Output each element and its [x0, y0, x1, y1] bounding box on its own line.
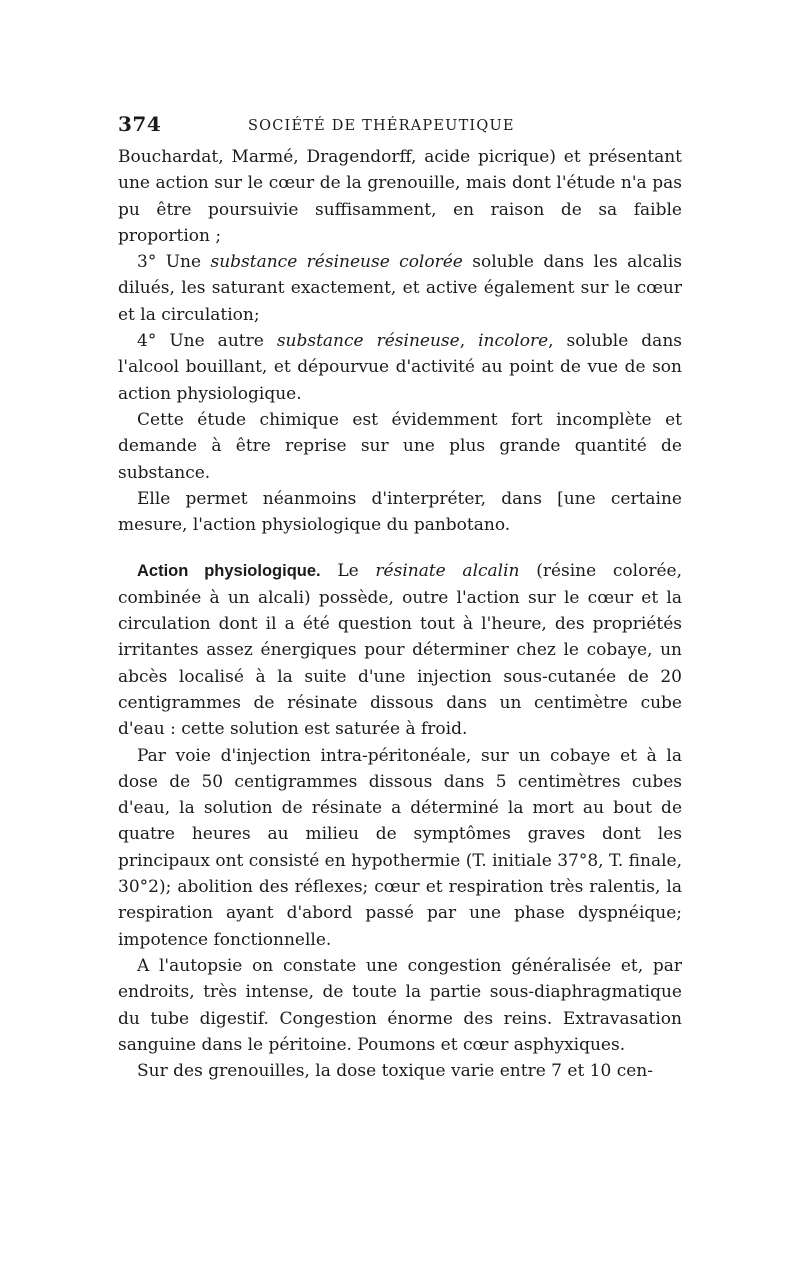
paragraph: Sur des grenouilles, la dose toxique varie entre 7 et 10 cen- — [137, 1061, 653, 1082]
page-header — [118, 108, 682, 144]
paragraph: Par voie d'injection intra-péritonéale, sur un cobaye et à la dose de 50 centigrammes dissous dans 5 centimètres cubes d'eau, la solution de résinate a déterminé la mort au bout de quatre heures au milieu de symptômes graves dont les principaux ont consisté en hypothermie (T. initiale 37°8, T. finale, 30°2); abolition des réflexes; cœur et respiration très ralentis, la respiration ayant d'abord passé par une phase dyspnéique; impotence fonctionnelle. — [118, 745, 682, 950]
running-head: SOCIÉTÉ DE THÉRAPEUTIQUE — [248, 118, 515, 134]
page-number: 374 — [118, 112, 162, 136]
emphasis: résinate alcalin — [375, 561, 520, 582]
paragraph: Cette étude chimique est évidemment fort incomplète et demande à être reprise sur une plus grande quantité de substance. — [118, 409, 682, 483]
paragraph-item-3: 3° Une substance résineuse colorée soluble dans les alcalis dilués, les saturant exactement, et active également sur le cœur et la circulation; — [118, 252, 682, 325]
emphasis: incolore — [478, 331, 549, 352]
paragraph-continuation: Bouchardat, Marmé, Dragendorff, acide picrique) et présentant une action sur le cœur de la grenouille, mais dont l'étude n'a pas pu être poursuivie suffisamment, en raison de sa faible proportion ; — [118, 147, 682, 246]
emphasis: substance résineuse — [276, 331, 460, 352]
paragraph: Elle permet néanmoins d'interpréter, dans [une certaine mesure, l'action physiologique du panbotano. — [118, 488, 682, 536]
paragraph-item-4: 4° Une autre substance résineuse, incolore, soluble dans l'alcool bouillant, et dépourvue d'activité au point de vue de son action physiologique. — [118, 331, 682, 404]
emphasis: substance résineuse colorée — [210, 252, 463, 273]
section-heading: Action physiologique. — [137, 562, 321, 581]
page — [118, 108, 682, 1084]
paragraph: A l'autopsie on constate une congestion généralisée et, par endroits, très intense, de toute la partie sous-diaphragmatique du tube digestif. Congestion énorme des reins. Extravasation sanguine dans le péritoine. Poumons et cœur asphyxiques. — [118, 955, 682, 1055]
paragraph-action-physiologique: Action physiologique. Le résinate alcalin (résine colorée, combinée à un alcali) possède, outre l'action sur le cœur et la circulation dont il a été question tout à l'heure, des propriétés irritantes assez énergiques pour déterminer chez le cobaye, un abcès localisé à la suite d'une injection sous-cutanée de 20 centigrammes de résinate dissous dans un centimètre cube d'eau : cette solution est saturée à froid. — [118, 561, 682, 740]
section-gap — [118, 538, 682, 558]
